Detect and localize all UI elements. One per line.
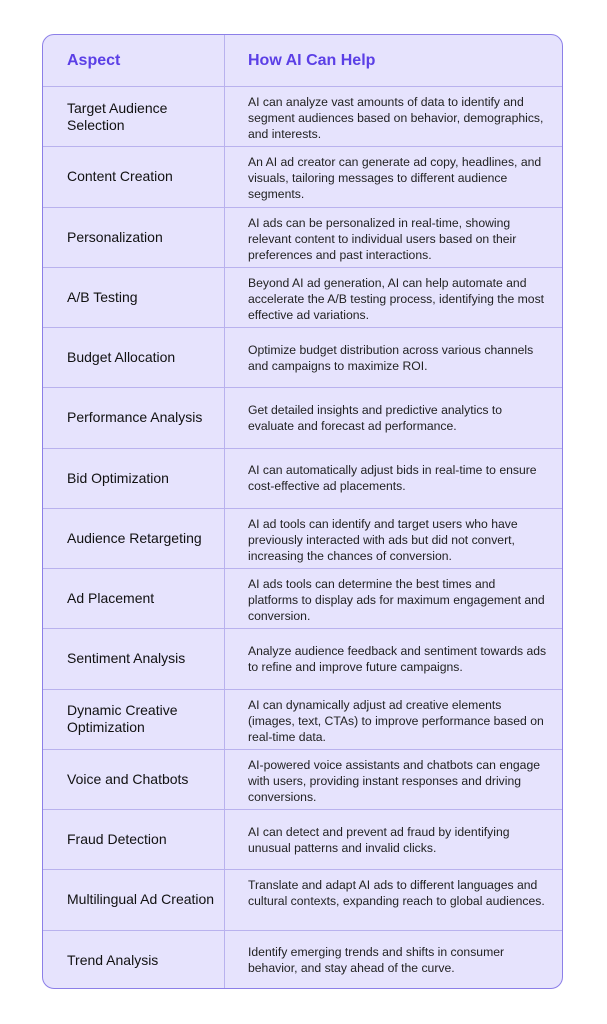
table-header: [43, 35, 562, 86]
aspect-cell: Content Creation: [67, 168, 173, 185]
help-cell: Beyond AI ad generation, AI can help automate and accelerate the A/B testing process, identifying the most effective ad variations.: [248, 275, 545, 322]
table-row: [43, 267, 562, 327]
help-cell: AI can analyze vast amounts of data to identify and segment audiences based on behavior, demographics, and interests.: [248, 95, 544, 141]
help-cell: Optimize budget distribution across various channels and campaigns to maximize ROI.: [248, 342, 534, 373]
comparison-table: [42, 34, 563, 989]
table-row: [43, 146, 562, 206]
aspect-cell: Voice and Chatbots: [67, 770, 189, 787]
aspect-cell: Sentiment Analysis: [67, 650, 186, 667]
help-cell: Translate and adapt AI ads to different languages and cultural contexts, expanding reach to global audiences.: [248, 878, 545, 909]
aspect-cell: Multilingual Ad Creation: [67, 891, 215, 908]
help-cell: Identify emerging trends and shifts in consumer behavior, and stay ahead of the curve.: [248, 945, 505, 976]
help-cell: AI can dynamically adjust ad creative elements (images, text, CTAs) to improve performance based on real-time data.: [248, 697, 544, 744]
aspect-cell: Fraud Detection: [67, 831, 167, 848]
table-row: [43, 387, 562, 447]
help-cell: AI ads tools can determine the best times and platforms to display ads for maximum engagement and conversion.: [248, 577, 545, 623]
table-row: [43, 327, 562, 387]
help-cell: Analyze audience feedback and sentiment towards ads to refine and improve future campaigns.: [248, 643, 547, 674]
aspect-cell: A/B Testing: [67, 288, 138, 305]
header-help: How AI Can Help: [248, 51, 376, 69]
table-row: [43, 86, 562, 146]
header-aspect: Aspect: [67, 51, 121, 69]
table-row: [43, 869, 562, 929]
aspect-cell: Budget Allocation: [67, 349, 176, 366]
aspect-cell: Audience Retargeting: [67, 529, 202, 546]
aspect-cell: Target Audience Selection: [67, 99, 168, 133]
table-row: [43, 207, 562, 267]
table-row: [43, 508, 562, 568]
help-cell: AI can automatically adjust bids in real-time to ensure cost-effective ad placements.: [248, 463, 537, 494]
table-row: [43, 930, 562, 990]
table-row: [43, 628, 562, 688]
aspect-cell: Dynamic Creative Optimization: [67, 702, 178, 736]
help-cell: AI can detect and prevent ad fraud by identifying unusual patterns and invalid clicks.: [248, 824, 510, 855]
help-cell: AI ad tools can identify and target users who have previously interacted with ads but did not convert, increasing the chances of conversion.: [248, 516, 518, 563]
table-row: [43, 448, 562, 508]
help-cell: Get detailed insights and predictive analytics to evaluate and forecast ad performance.: [248, 402, 503, 433]
aspect-cell: Performance Analysis: [67, 409, 203, 426]
help-cell: AI ads can be personalized in real-time, showing relevant content to individual users based on their preferences and past interactions.: [248, 215, 517, 262]
table-row: [43, 749, 562, 809]
aspect-cell: Ad Placement: [67, 590, 155, 607]
help-cell: AI-powered voice assistants and chatbots can engage with users, providing instant responses and driving conversions.: [248, 757, 541, 804]
table-row: [43, 689, 562, 749]
help-cell: An AI ad creator can generate ad copy, headlines, and visuals, tailoring messages to different audience segments.: [248, 155, 542, 202]
table-row: [43, 809, 562, 869]
aspect-cell: Bid Optimization: [67, 469, 169, 486]
aspect-cell: Trend Analysis: [67, 951, 159, 968]
aspect-cell: Personalization: [67, 228, 163, 245]
table-row: [43, 568, 562, 628]
